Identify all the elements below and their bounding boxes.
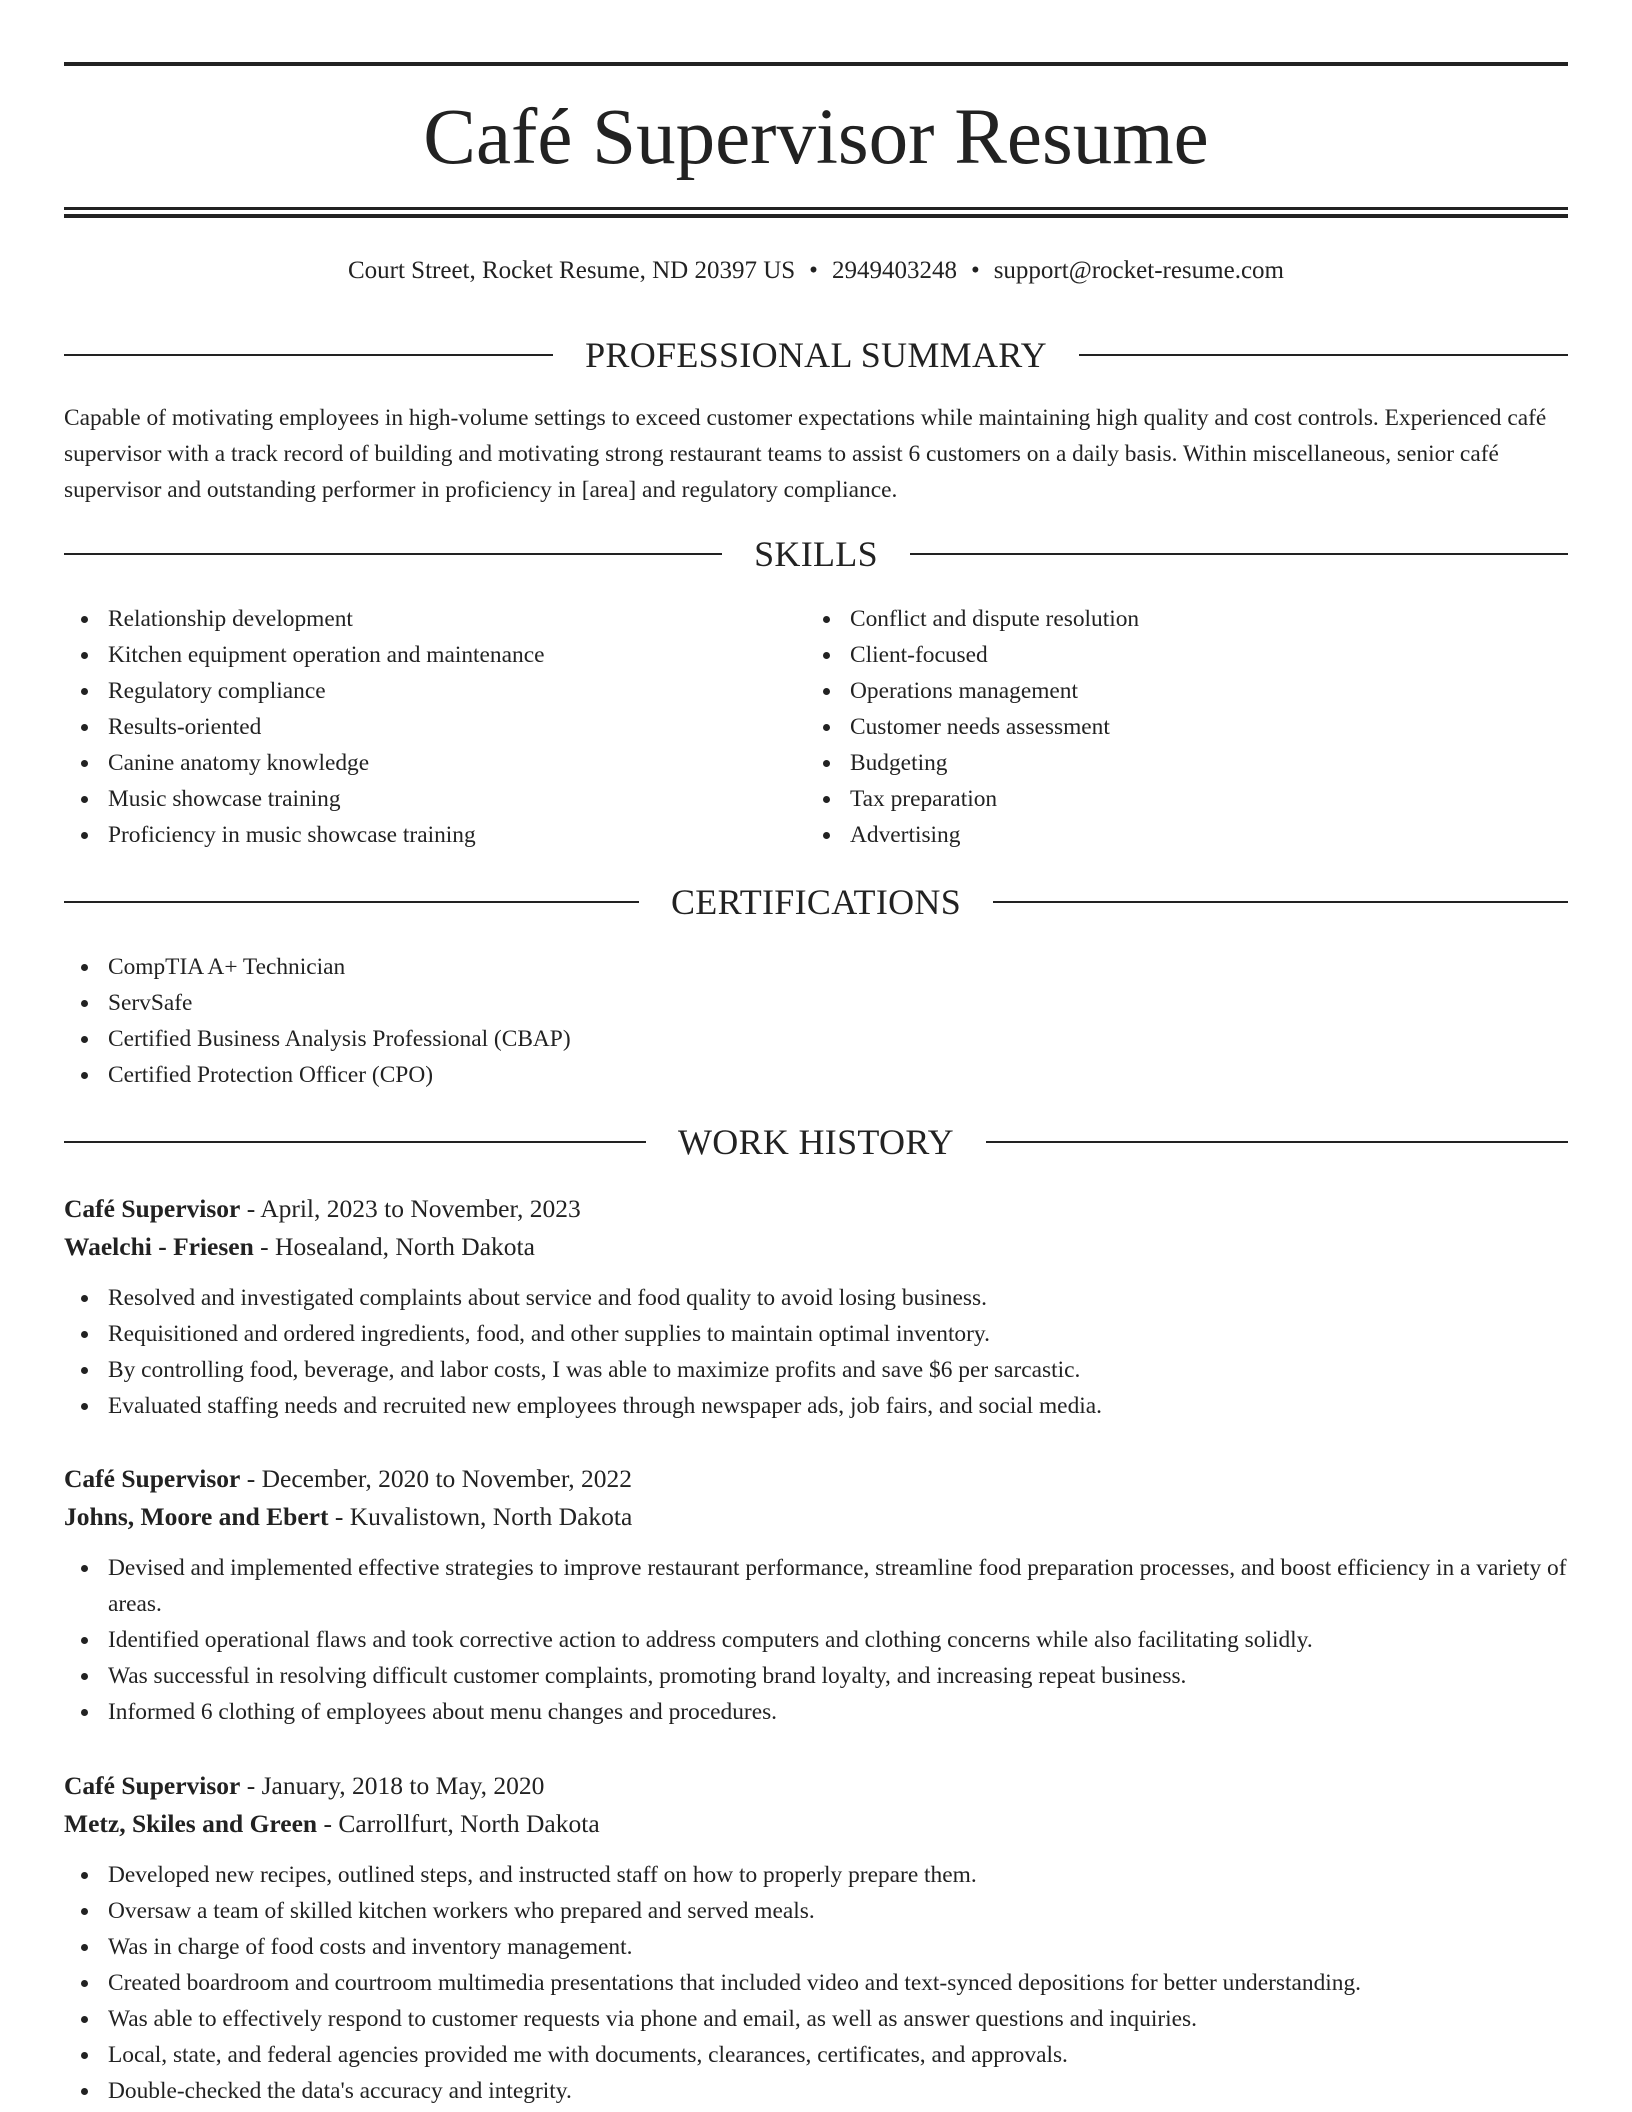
certification-item: Certified Business Analysis Professional (CBAP) xyxy=(64,1021,1568,1057)
skill-item: Regulatory compliance xyxy=(64,673,804,709)
job-bullet: Devised and implemented effective strategies to improve restaurant performance, streamline food preparation processes, and boost efficiency in a variety of areas. xyxy=(64,1550,1568,1622)
page-title: Café Supervisor Resume xyxy=(423,94,1209,181)
job-location: - Kuvalistown, North Dakota xyxy=(328,1502,633,1531)
job-dates: - December, 2020 to November, 2022 xyxy=(240,1464,633,1493)
contact-email: support@rocket-resume.com xyxy=(993,257,1284,284)
job-title-line xyxy=(64,1767,1568,1805)
skill-item: Proficiency in music showcase training xyxy=(64,817,804,853)
job-bullet: Created boardroom and courtroom multimedia presentations that included video and text-synced depositions for better understanding. xyxy=(64,1965,1568,2001)
section-heading-certifications xyxy=(64,880,1568,924)
job-bullet: Double-checked the data's accuracy and integrity. xyxy=(64,2073,1568,2109)
contact-separator: • xyxy=(970,257,980,284)
job-bullet: Evaluated staffing needs and recruited new employees through newspaper ads, job fairs, and social media. xyxy=(64,1388,1568,1424)
job-bullet: Resolved and investigated complaints about service and food quality to avoid losing business. xyxy=(64,1280,1568,1316)
job-company: Johns, Moore and Ebert xyxy=(64,1502,329,1531)
certification-item: CompTIA A+ Technician xyxy=(64,949,1568,985)
job-bullet: Was able to effectively respond to customer requests via phone and email, as well as answer questions and inquiries. xyxy=(64,2001,1568,2037)
job-dates: - April, 2023 to November, 2023 xyxy=(240,1194,581,1223)
job-bullet: Developed new recipes, outlined steps, and instructed staff on how to properly prepare them. xyxy=(64,1857,1568,1893)
job-company-line xyxy=(64,1805,1568,1843)
job-bullet: Requisitioned and ordered ingredients, food, and other supplies to maintain optimal inventory. xyxy=(64,1316,1568,1352)
certifications-list xyxy=(64,949,1568,1093)
job-title: Café Supervisor xyxy=(64,1464,241,1493)
skills-list-left xyxy=(64,601,804,853)
skills-list-right xyxy=(806,601,1546,853)
top-rule xyxy=(64,62,1568,66)
skill-item: Canine anatomy knowledge xyxy=(64,745,804,781)
job-company: Waelchi - Friesen xyxy=(64,1232,254,1261)
title-double-rule xyxy=(64,207,1568,218)
skill-item: Operations management xyxy=(806,673,1546,709)
skill-item: Conflict and dispute resolution xyxy=(806,601,1546,637)
skill-item: Relationship development xyxy=(64,601,804,637)
job-bullets xyxy=(64,1280,1568,1424)
job-location: - Carrollfurt, North Dakota xyxy=(317,1809,600,1838)
heading-rule xyxy=(986,1141,1568,1143)
heading-rule xyxy=(64,901,639,903)
heading-rule xyxy=(1079,354,1568,356)
section-heading-summary xyxy=(64,333,1568,377)
skill-item: Kitchen equipment operation and maintenance xyxy=(64,637,804,673)
contact-phone: 2949403248 xyxy=(831,257,957,284)
contact-separator: • xyxy=(809,257,818,284)
section-title: PROFESSIONAL SUMMARY xyxy=(585,335,1047,375)
job-company-line xyxy=(64,1228,1568,1266)
job-title: Café Supervisor xyxy=(64,1771,241,1800)
job-title-line xyxy=(64,1190,1568,1228)
certification-item: ServSafe xyxy=(64,985,1568,1021)
job-bullets xyxy=(64,1857,1568,2109)
job-dates: - January, 2018 to May, 2020 xyxy=(240,1771,545,1800)
job-bullet: Was in charge of food costs and inventory management. xyxy=(64,1929,1568,1965)
job-bullet: By controlling food, beverage, and labor costs, I was able to maximize profits and save $6 per sarcastic. xyxy=(64,1352,1568,1388)
section-title: SKILLS xyxy=(754,534,878,574)
heading-rule xyxy=(910,553,1568,555)
section-title: CERTIFICATIONS xyxy=(670,882,962,922)
heading-rule xyxy=(993,901,1568,903)
certification-item: Certified Protection Officer (CPO) xyxy=(64,1057,1568,1093)
skill-item: Client-focused xyxy=(806,637,1546,673)
job-bullets xyxy=(64,1550,1568,1730)
job-bullet: Identified operational flaws and took corrective action to address computers and clothing concerns while also facilitating solidly. xyxy=(64,1622,1568,1658)
heading-rule xyxy=(64,354,553,356)
job-bullet: Was successful in resolving difficult customer complaints, promoting brand loyalty, and increasing repeat business. xyxy=(64,1658,1568,1694)
section-heading-skills xyxy=(64,532,1568,576)
job-bullet: Oversaw a team of skilled kitchen workers who prepared and served meals. xyxy=(64,1893,1568,1929)
job-title-line xyxy=(64,1460,1568,1498)
skill-item: Advertising xyxy=(806,817,1546,853)
heading-rule xyxy=(64,1141,646,1143)
summary-text: Capable of motivating employees in high-volume settings to exceed customer expectations while maintaining high quality and cost controls. Experienced café supervisor with a track record of building and motivating strong restaurant teams to assist 6 customers on a daily basis. Within miscellaneous, senior café supervisor and outstanding performer in proficiency in [area] and regulatory compliance. xyxy=(64,405,1547,503)
section-title: WORK HISTORY xyxy=(678,1122,954,1162)
job-entry xyxy=(64,1190,1568,1424)
skill-item: Customer needs assessment xyxy=(806,709,1546,745)
skill-item: Budgeting xyxy=(806,745,1546,781)
job-bullet: Informed 6 clothing of employees about menu changes and procedures. xyxy=(64,1694,1568,1730)
section-heading-work-history xyxy=(64,1120,1568,1164)
job-location: - Hosealand, North Dakota xyxy=(253,1232,535,1261)
skill-item: Music showcase training xyxy=(64,781,804,817)
job-title: Café Supervisor xyxy=(64,1194,241,1223)
heading-rule xyxy=(64,553,722,555)
job-company-line xyxy=(64,1498,1568,1536)
contact-info xyxy=(64,254,1568,288)
contact-address: Court Street, Rocket Resume, ND 20397 US xyxy=(347,257,796,284)
skill-item: Tax preparation xyxy=(806,781,1546,817)
job-entry xyxy=(64,1767,1568,2109)
job-bullet: Local, state, and federal agencies provided me with documents, clearances, certificates, and approvals. xyxy=(64,2037,1568,2073)
skill-item: Results-oriented xyxy=(64,709,804,745)
job-company: Metz, Skiles and Green xyxy=(64,1809,318,1838)
job-entry xyxy=(64,1460,1568,1730)
